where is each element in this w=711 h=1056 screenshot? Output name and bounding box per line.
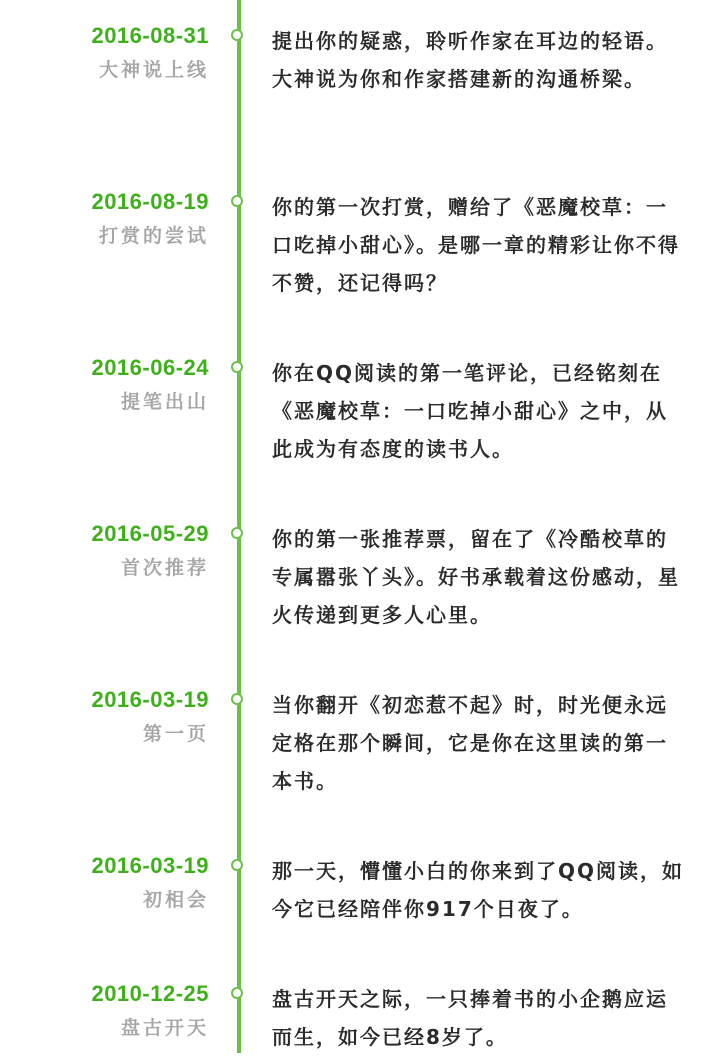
entry-description: 提出你的疑惑，聆听作家在耳边的轻语。大神说为你和作家搭建新的沟通桥梁。 bbox=[272, 29, 668, 91]
entry-date: 2016-05-29 bbox=[91, 521, 209, 546]
timeline-node-icon bbox=[231, 29, 243, 41]
entry-description: 那一天，懵懂小白的你来到了QQ阅读，如今它已经陪伴你917个日夜了。 bbox=[272, 859, 685, 921]
timeline-node-icon bbox=[231, 693, 243, 705]
entry-description: 你的第一张推荐票，留在了《冷酷校草的专属嚣张丫头》。好书承载着这份感动，星火传递到更多人心里。 bbox=[272, 527, 680, 627]
entry-date: 2016-06-24 bbox=[91, 355, 209, 380]
timeline-node-icon bbox=[231, 361, 243, 373]
timeline-node-icon bbox=[231, 987, 243, 999]
entry-milestone: 提笔出山 bbox=[120, 391, 209, 413]
entry-description: 你的第一次打赏，赠给了《恶魔校草：一口吃掉小甜心》。是哪一章的精彩让你不得不赞，还记得吗？ bbox=[272, 195, 680, 295]
timeline-node-icon bbox=[231, 195, 243, 207]
entry-milestone: 初相会 bbox=[142, 889, 209, 911]
entry-date: 2010-12-25 bbox=[91, 981, 209, 1006]
entry-milestone: 盘古开天 bbox=[120, 1017, 209, 1039]
entry-description: 当你翻开《初恋惹不起》时，时光便永远定格在那个瞬间，它是你在这里读的第一本书。 bbox=[272, 693, 668, 793]
entry-description: 盘古开天之际，一只捧着书的小企鹅应运而生，如今已经8岁了。 bbox=[272, 987, 668, 1049]
entry-milestone: 大神说上线 bbox=[98, 59, 209, 81]
timeline-node-icon bbox=[231, 859, 243, 871]
entry-milestone: 第一页 bbox=[142, 723, 209, 745]
entry-date: 2016-03-19 bbox=[91, 853, 209, 878]
entry-date: 2016-08-19 bbox=[91, 189, 209, 214]
entry-date: 2016-08-31 bbox=[91, 23, 209, 48]
timeline-node-icon bbox=[231, 527, 243, 539]
entry-description: 你在QQ阅读的第一笔评论，已经铭刻在《恶魔校草：一口吃掉小甜心》之中，从此成为有态度的读书人。 bbox=[272, 361, 668, 461]
entry-date: 2016-03-19 bbox=[91, 687, 209, 712]
entry-milestone: 打赏的尝试 bbox=[98, 225, 209, 247]
entry-milestone: 首次推荐 bbox=[120, 557, 209, 579]
